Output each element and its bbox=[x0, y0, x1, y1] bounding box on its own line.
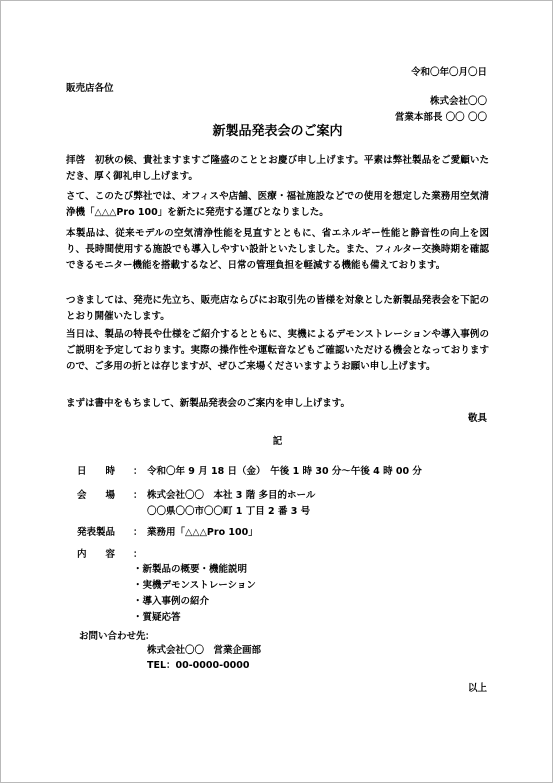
contact-label: お問い合わせ先 bbox=[79, 631, 146, 642]
venue-line2: 〇〇県〇〇市〇〇町 1 丁目 2 番 3 号 bbox=[147, 506, 311, 517]
paragraph-details: 当日は、製品の特長や仕様をご紹介するとともに、実機によるデモンストレーションや導入事例のご説明を予定しております。実際の操作性や運転音などもご確認いただける機会となっておりますので、ご多用の折とは存じますが、ぜひご来場くださいますようお願い申し上げます。 bbox=[66, 329, 489, 372]
recipient: 販売店各位 bbox=[66, 83, 114, 94]
list-item: ・実機デモンストレーション bbox=[133, 580, 256, 591]
venue-line1: 株式会社〇〇 本社 3 階 多目的ホール bbox=[147, 490, 316, 501]
paragraph-event: つきましては、発売に先立ち、販売店ならびにお取引先の皆様を対象とした新製品発表会を下記のとおり開催いたします。 bbox=[66, 295, 489, 322]
datetime-label: 日 時 bbox=[77, 466, 116, 477]
list-item: ・導入事例の紹介 bbox=[133, 596, 210, 607]
venue-label: 会 場 bbox=[77, 490, 116, 501]
content-list bbox=[133, 562, 256, 626]
contact-tel: TEL：00-0000-0000 bbox=[147, 660, 250, 671]
detail-product: 発表製品 ： 業務用「△△△Pro 100」 bbox=[77, 525, 258, 541]
list-item: ・質疑応答 bbox=[133, 612, 181, 623]
sender-name: 営業本部長 〇〇 〇〇 bbox=[394, 112, 487, 123]
list-item: ・新製品の概要・機能説明 bbox=[133, 564, 248, 575]
detail-contact: お問い合わせ先： bbox=[79, 629, 159, 645]
contact-company: 株式会社〇〇 営業企画部 bbox=[147, 645, 262, 656]
content-label: 内 容 bbox=[77, 549, 116, 560]
closing-word: 敬具 bbox=[467, 413, 487, 424]
detail-datetime: 日 時 ： 令和〇年 9 月 18 日（金） 午後 1 時 30 分～午後 4 時 00 分 bbox=[77, 464, 422, 480]
detail-content: 内 容 ： bbox=[77, 547, 147, 563]
product-label: 発表製品 bbox=[77, 527, 116, 538]
end-word: 以上 bbox=[467, 683, 487, 694]
document-title: 新製品発表会のご案内 bbox=[212, 124, 343, 139]
paragraph-product: 本製品は、従来モデルの空気清浄性能を見直すとともに、省エネルギー性能と静音性の向上を図り、長時間使用する施設でも導入しやすい設計といたしました。また、フィルター交換時期を確認できるモニター機能を搭載するなど、日常の管理負担を軽減する機能も備えております。 bbox=[66, 228, 489, 271]
paragraph-closing: まずは書中をもちまして、新製品発表会のご案内を申し上げます。 bbox=[66, 398, 351, 409]
paragraph-greeting: 拝啓 初秋の候、貴社ますますご隆盛のこととお慶び申し上げます。平素は弊社製品をご愛顧いただき、厚く御礼申し上げます。 bbox=[66, 155, 489, 182]
ki-heading: 記 bbox=[272, 436, 283, 447]
sender-company: 株式会社〇〇 bbox=[429, 96, 487, 107]
paragraph-announcement: さて、このたび弊社では、オフィスや店舗、医療・福祉施設などでの使用を想定した業務用空気清浄機「△△△Pro 100」を新たに発売する運びとなりました。 bbox=[66, 191, 489, 218]
datetime-value: 令和〇年 9 月 18 日（金） 午後 1 時 30 分～午後 4 時 00 分 bbox=[147, 466, 422, 477]
document-date: 令和〇年〇月〇日 bbox=[410, 67, 487, 78]
product-value: 業務用「△△△Pro 100」 bbox=[147, 527, 258, 538]
detail-venue: 会 場 ： 株式会社〇〇 本社 3 階 多目的ホール bbox=[77, 488, 315, 504]
